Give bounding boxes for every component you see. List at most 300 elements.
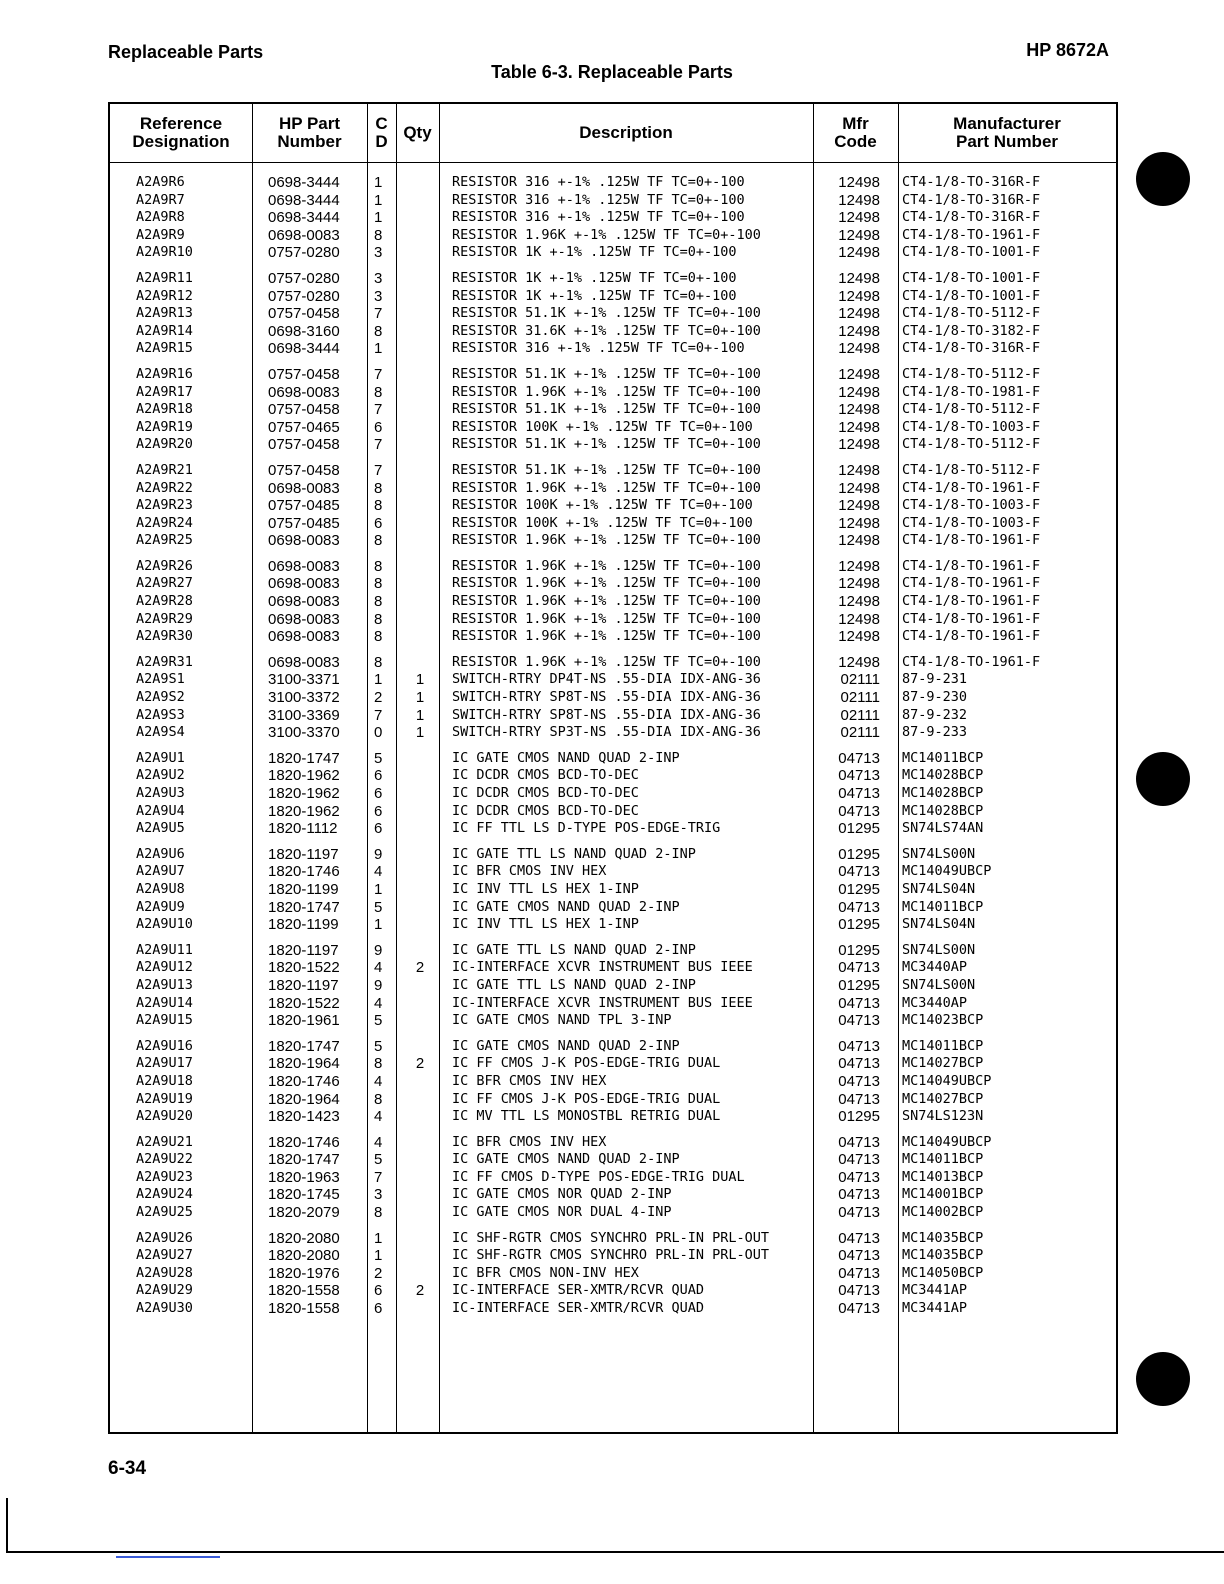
ref-designation: A2A9U29 — [136, 1282, 193, 1299]
cd-digit: 7 — [374, 1168, 383, 1186]
mfr-code: 01295 — [838, 916, 880, 934]
mfr-code: 04713 — [838, 1300, 880, 1318]
table-row — [110, 942, 1116, 960]
description: IC INV TTL LS HEX 1-INP — [452, 880, 639, 897]
description: RESISTOR 51.1K +-1% .125W TF TC=0+-100 — [452, 305, 761, 322]
ref-designation: A2A9R31 — [136, 653, 193, 670]
col-header-qty: Qty — [403, 123, 432, 142]
table-row — [110, 671, 1116, 689]
hp-part-number: 1820-1197 — [268, 941, 339, 959]
table-row — [110, 1204, 1116, 1222]
hp-part-number: 0698-0083 — [268, 575, 340, 593]
hp-part-number: 0757-0458 — [268, 401, 340, 419]
mfr-part-number: CT4-1/8-TO-1003-F — [902, 497, 1041, 514]
mfr-part-number: MC14013BCP — [902, 1168, 984, 1185]
description: IC BFR CMOS INV HEX — [452, 863, 607, 880]
hp-part-number: 1820-1962 — [268, 802, 340, 820]
cd-digit: 8 — [374, 628, 383, 646]
mfr-code: 04713 — [838, 1055, 880, 1073]
cd-digit: 1 — [374, 880, 383, 898]
mfr-code: 04713 — [838, 1204, 880, 1222]
mfr-code: 04713 — [838, 1264, 880, 1282]
mfr-code: 12498 — [838, 401, 880, 419]
cd-digit: 6 — [374, 418, 383, 436]
description: IC GATE CMOS NAND QUAD 2-INP — [452, 1151, 680, 1168]
ref-designation: A2A9R21 — [136, 461, 193, 478]
mfr-code: 04713 — [838, 1186, 880, 1204]
table-row — [110, 1108, 1116, 1126]
mfr-code: 12498 — [838, 557, 880, 575]
mfr-part-number: CT4-1/8-TO-1001-F — [902, 244, 1041, 261]
hp-part-number: 1820-1964 — [268, 1055, 340, 1073]
hp-part-number: 0698-3444 — [268, 340, 340, 358]
mfr-code: 01295 — [838, 880, 880, 898]
hp-part-number: 0757-0485 — [268, 514, 340, 532]
mfr-part-number: MC14011BCP — [902, 749, 984, 766]
table-row — [110, 480, 1116, 498]
mfr-part-number: CT4-1/8-TO-316R-F — [902, 174, 1041, 190]
cd-digit: 5 — [374, 749, 383, 767]
description: SWITCH-RTRY SP8T-NS .55-DIA IDX-ANG-36 — [452, 689, 761, 706]
table-row — [110, 462, 1116, 480]
mfr-part-number: MC3440AP — [902, 959, 968, 976]
mfr-part-number: CT4-1/8-TO-1981-F — [902, 383, 1041, 400]
mfr-code: 01295 — [838, 845, 880, 863]
ref-designation: A2A9U26 — [136, 1229, 193, 1246]
mfr-code: 02111 — [840, 689, 880, 707]
cd-digit: 8 — [374, 593, 383, 611]
hp-part-number: 0757-0458 — [268, 461, 340, 479]
ref-designation: A2A9R17 — [136, 383, 193, 400]
cd-digit: 1 — [374, 671, 383, 689]
row-group — [110, 942, 1116, 1030]
mfr-code: 12498 — [838, 340, 880, 358]
ref-designation: A2A9R14 — [136, 322, 193, 339]
mfr-part-number: SN74LS04N — [902, 880, 976, 897]
mfr-part-number: CT4-1/8-TO-1961-F — [902, 479, 1041, 496]
table-row — [110, 340, 1116, 358]
table-row — [110, 209, 1116, 227]
hp-part-number: 0757-0458 — [268, 365, 340, 383]
hp-part-number: 1820-1964 — [268, 1090, 340, 1108]
hp-part-number: 0698-3444 — [268, 191, 340, 209]
cd-digit: 2 — [374, 689, 383, 707]
table-row — [110, 1247, 1116, 1265]
ref-designation: A2A9R11 — [136, 269, 193, 286]
hp-part-number: 1820-1745 — [268, 1186, 340, 1204]
table-row — [110, 1300, 1116, 1318]
mfr-code: 01295 — [838, 1108, 880, 1126]
mfr-part-number: MC14035BCP — [902, 1247, 984, 1264]
description: SWITCH-RTRY SP8T-NS .55-DIA IDX-ANG-36 — [452, 706, 761, 723]
mfr-code: 02111 — [840, 724, 880, 742]
mfr-code: 12498 — [838, 226, 880, 244]
description: IC BFR CMOS INV HEX — [452, 1133, 607, 1150]
mfr-part-number: MC3441AP — [902, 1282, 968, 1299]
description: IC BFR CMOS NON-INV HEX — [452, 1264, 639, 1281]
mfr-code: 01295 — [838, 820, 880, 838]
qty: 1 — [415, 671, 425, 689]
mfr-part-number: MC14049UBCP — [902, 863, 992, 880]
hp-part-number: 0698-0083 — [268, 479, 340, 497]
ref-designation: A2A9U4 — [136, 802, 185, 819]
table-row — [110, 1169, 1116, 1187]
hp-part-number: 1820-1558 — [268, 1300, 340, 1318]
cd-digit: 6 — [374, 1300, 383, 1318]
ref-designation: A2A9U10 — [136, 916, 193, 933]
table-row — [110, 707, 1116, 725]
mfr-part-number: 87-9-231 — [902, 671, 968, 688]
mfr-code: 12498 — [838, 383, 880, 401]
cd-digit: 7 — [374, 706, 383, 724]
mfr-part-number: SN74LS00N — [902, 976, 976, 993]
ref-designation: A2A9U20 — [136, 1108, 193, 1125]
ref-designation: A2A9U6 — [136, 845, 185, 862]
mfr-code: 12498 — [838, 305, 880, 323]
mfr-part-number: CT4-1/8-TO-5112-F — [902, 401, 1041, 418]
mfr-code: 02111 — [840, 706, 880, 724]
bottom-rule — [6, 1551, 1224, 1553]
table-row — [110, 1012, 1116, 1030]
section-title: Replaceable Parts — [108, 42, 264, 62]
description: RESISTOR 1K +-1% .125W TF TC=0+-100 — [452, 287, 737, 304]
mfr-part-number: CT4-1/8-TO-1961-F — [902, 628, 1041, 645]
mfr-code: 12498 — [838, 191, 880, 209]
description: RESISTOR 1.96K +-1% .125W TF TC=0+-100 — [452, 653, 761, 670]
hp-part-number: 1820-1962 — [268, 785, 340, 802]
mfr-code: 12498 — [838, 322, 880, 340]
ref-designation: A2A9U25 — [136, 1204, 193, 1221]
ref-designation: A2A9R7 — [136, 191, 185, 208]
description: IC GATE TTL LS NAND QUAD 2-INP — [452, 941, 696, 958]
description: RESISTOR 1.96K +-1% .125W TF TC=0+-100 — [452, 610, 761, 627]
qty: 2 — [415, 1055, 425, 1073]
cd-digit: 6 — [374, 820, 383, 838]
ref-designation: A2A9U5 — [136, 820, 185, 837]
cd-digit: 4 — [374, 1108, 383, 1126]
cd-digit: 7 — [374, 401, 383, 419]
mfr-code: 12498 — [838, 209, 880, 227]
mfr-part-number: 87-9-233 — [902, 724, 968, 741]
cd-digit: 8 — [374, 226, 383, 244]
cd-digit: 8 — [374, 575, 383, 593]
mfr-code: 04713 — [838, 994, 880, 1012]
description: IC FF CMOS D-TYPE POS-EDGE-TRIG DUAL — [452, 1168, 745, 1185]
table-row — [110, 227, 1116, 245]
ref-designation: A2A9R22 — [136, 479, 193, 496]
cd-digit: 9 — [374, 976, 383, 994]
cd-digit: 6 — [374, 1282, 383, 1300]
description: IC DCDR CMOS BCD-TO-DEC — [452, 802, 639, 819]
hp-part-number: 1820-1522 — [268, 994, 340, 1012]
ref-designation: A2A9U3 — [136, 785, 185, 801]
row-group — [110, 846, 1116, 934]
description: RESISTOR 100K +-1% .125W TF TC=0+-100 — [452, 514, 753, 531]
hp-part-number: 1820-1747 — [268, 749, 340, 767]
table-row — [110, 1186, 1116, 1204]
ref-designation: A2A9R27 — [136, 575, 193, 592]
ref-designation: A2A9U16 — [136, 1037, 193, 1054]
mfr-code: 04713 — [838, 1133, 880, 1151]
mfr-code: 02111 — [840, 671, 880, 689]
col-header-reference: Reference Designation — [132, 114, 230, 151]
hp-part-number: 1820-1199 — [268, 880, 339, 898]
table-row — [110, 899, 1116, 917]
cd-digit: 8 — [374, 383, 383, 401]
cd-digit: 3 — [374, 244, 383, 262]
ref-designation: A2A9U1 — [136, 749, 185, 766]
description: RESISTOR 1.96K +-1% .125W TF TC=0+-100 — [452, 628, 761, 645]
hp-part-number: 0698-3444 — [268, 174, 340, 191]
description: SWITCH-RTRY SP3T-NS .55-DIA IDX-ANG-36 — [452, 724, 761, 741]
table-row — [110, 977, 1116, 995]
hp-part-number: 1820-1197 — [268, 976, 339, 994]
ref-designation: A2A9R20 — [136, 436, 193, 453]
mfr-part-number: MC14028BCP — [902, 802, 984, 819]
description: IC-INTERFACE SER-XMTR/RCVR QUAD — [452, 1282, 704, 1299]
ref-designation: A2A9R23 — [136, 497, 193, 514]
table-title: Table 6-3. Replaceable Parts — [491, 62, 733, 82]
hp-part-number: 1820-1746 — [268, 1133, 340, 1151]
table-row — [110, 497, 1116, 515]
hp-part-number: 1820-1112 — [268, 820, 338, 838]
qty: 2 — [415, 1282, 425, 1300]
hp-part-number: 1820-1199 — [268, 916, 339, 934]
description: RESISTOR 1.96K +-1% .125W TF TC=0+-100 — [452, 479, 761, 496]
table-row — [110, 323, 1116, 341]
mfr-code: 12498 — [838, 532, 880, 550]
hp-part-number: 1820-2080 — [268, 1247, 340, 1265]
mfr-part-number: CT4-1/8-TO-5112-F — [902, 461, 1041, 478]
table-row — [110, 401, 1116, 419]
hp-part-number: 0698-0083 — [268, 593, 340, 611]
qty: 2 — [415, 959, 425, 977]
table-row — [110, 366, 1116, 384]
mfr-code: 12498 — [838, 628, 880, 646]
description: RESISTOR 1.96K +-1% .125W TF TC=0+-100 — [452, 557, 761, 574]
table-row — [110, 803, 1116, 821]
cd-digit: 8 — [374, 532, 383, 550]
hp-part-number: 1820-1961 — [268, 1012, 340, 1030]
row-group — [110, 462, 1116, 550]
ref-designation: A2A9S1 — [136, 671, 185, 688]
mfr-part-number: 87-9-230 — [902, 689, 968, 706]
description: IC DCDR CMOS BCD-TO-DEC — [452, 785, 639, 801]
table-row — [110, 689, 1116, 707]
ref-designation: A2A9U9 — [136, 898, 185, 915]
description: IC GATE CMOS NOR DUAL 4-INP — [452, 1204, 672, 1221]
cd-digit: 8 — [374, 557, 383, 575]
table-row — [110, 174, 1116, 192]
mfr-code: 12498 — [838, 174, 880, 191]
mfr-part-number: 87-9-232 — [902, 706, 968, 723]
cd-digit: 5 — [374, 898, 383, 916]
binder-hole — [1136, 152, 1190, 206]
cd-digit: 8 — [374, 1055, 383, 1073]
mfr-code: 04713 — [838, 1012, 880, 1030]
ref-designation: A2A9R19 — [136, 418, 193, 435]
mfr-code: 04713 — [838, 1090, 880, 1108]
ref-designation: A2A9R18 — [136, 401, 193, 418]
cd-digit: 7 — [374, 365, 383, 383]
cd-digit: 8 — [374, 497, 383, 515]
description: RESISTOR 51.1K +-1% .125W TF TC=0+-100 — [452, 401, 761, 418]
hp-part-number: 1820-1747 — [268, 898, 340, 916]
parts-table-body — [110, 174, 1116, 1326]
mfr-part-number: MC14049UBCP — [902, 1072, 992, 1089]
hp-part-number: 1820-1962 — [268, 767, 340, 785]
table-row — [110, 881, 1116, 899]
row-group — [110, 1230, 1116, 1318]
table-row — [110, 1265, 1116, 1283]
description: IC GATE CMOS NAND QUAD 2-INP — [452, 749, 680, 766]
ref-designation: A2A9R29 — [136, 610, 193, 627]
table-row — [110, 270, 1116, 288]
mfr-code: 04713 — [838, 1282, 880, 1300]
mfr-code: 12498 — [838, 269, 880, 287]
row-group — [110, 366, 1116, 454]
cd-digit: 1 — [374, 174, 383, 191]
ref-designation: A2A9S3 — [136, 706, 185, 723]
ref-designation: A2A9R10 — [136, 244, 193, 261]
mfr-code: 12498 — [838, 461, 880, 479]
mfr-code: 12498 — [838, 497, 880, 515]
mfr-part-number: MC14050BCP — [902, 1264, 984, 1281]
table-row — [110, 244, 1116, 262]
mfr-part-number: MC14002BCP — [902, 1204, 984, 1221]
mfr-part-number: SN74LS00N — [902, 941, 976, 958]
cd-digit: 6 — [374, 802, 383, 820]
description: RESISTOR 316 +-1% .125W TF TC=0+-100 — [452, 209, 745, 226]
hp-part-number: 3100-3371 — [268, 671, 340, 689]
mfr-code: 01295 — [838, 976, 880, 994]
hp-part-number: 1820-2080 — [268, 1229, 340, 1247]
mfr-part-number: CT4-1/8-TO-1961-F — [902, 226, 1041, 243]
ref-designation: A2A9R12 — [136, 287, 193, 304]
mfr-part-number: CT4-1/8-TO-1961-F — [902, 532, 1041, 549]
mfr-code: 04713 — [838, 1229, 880, 1247]
description: RESISTOR 51.1K +-1% .125W TF TC=0+-100 — [452, 365, 761, 382]
hp-part-number: 1820-1963 — [268, 1168, 340, 1186]
table-row — [110, 1055, 1116, 1073]
cd-digit: 3 — [374, 287, 383, 305]
mfr-code: 04713 — [838, 863, 880, 881]
description: RESISTOR 1.96K +-1% .125W TF TC=0+-100 — [452, 575, 761, 592]
mfr-code: 04713 — [838, 749, 880, 767]
table-row — [110, 611, 1116, 629]
table-row — [110, 1151, 1116, 1169]
hp-part-number: 1820-1197 — [268, 845, 339, 863]
description: IC GATE CMOS NAND TPL 3-INP — [452, 1012, 672, 1029]
mfr-part-number: CT4-1/8-TO-5112-F — [902, 365, 1041, 382]
cd-digit: 8 — [374, 1204, 383, 1222]
hp-part-number: 0698-0083 — [268, 628, 340, 646]
mfr-part-number: MC14035BCP — [902, 1229, 984, 1246]
mfr-part-number: MC14027BCP — [902, 1055, 984, 1072]
hp-part-number: 0757-0280 — [268, 269, 340, 287]
hp-part-number: 0698-0083 — [268, 383, 340, 401]
mfr-code: 12498 — [838, 287, 880, 305]
ref-designation: A2A9U30 — [136, 1300, 193, 1317]
mfr-part-number: CT4-1/8-TO-5112-F — [902, 436, 1041, 453]
hp-part-number: 0698-0083 — [268, 532, 340, 550]
ref-designation: A2A9R15 — [136, 340, 193, 357]
description: IC-INTERFACE SER-XMTR/RCVR QUAD — [452, 1300, 704, 1317]
table-row — [110, 916, 1116, 934]
description: RESISTOR 316 +-1% .125W TF TC=0+-100 — [452, 340, 745, 357]
description: IC FF CMOS J-K POS-EDGE-TRIG DUAL — [452, 1055, 721, 1072]
mfr-code: 04713 — [838, 767, 880, 785]
description: IC FF TTL LS D-TYPE POS-EDGE-TRIG — [452, 820, 721, 837]
mfr-part-number: SN74LS04N — [902, 916, 976, 933]
hp-part-number: 3100-3370 — [268, 724, 340, 742]
hp-part-number: 0757-0458 — [268, 436, 340, 454]
cd-digit: 9 — [374, 845, 383, 863]
table-row — [110, 419, 1116, 437]
hp-part-number: 3100-3372 — [268, 689, 340, 707]
table-row — [110, 1038, 1116, 1056]
mfr-part-number: CT4-1/8-TO-1961-F — [902, 557, 1041, 574]
cd-digit: 5 — [374, 1151, 383, 1169]
mfr-code: 12498 — [838, 365, 880, 383]
ref-designation: A2A9U13 — [136, 976, 193, 993]
hp-part-number: 1820-1558 — [268, 1282, 340, 1300]
ref-designation: A2A9U28 — [136, 1264, 193, 1281]
binder-hole — [1136, 752, 1190, 806]
mfr-part-number: MC3440AP — [902, 994, 968, 1011]
ref-designation: A2A9R25 — [136, 532, 193, 549]
mfr-part-number: SN74LS00N — [902, 845, 976, 862]
row-group — [110, 270, 1116, 358]
row-group — [110, 1134, 1116, 1222]
table-row — [110, 1230, 1116, 1248]
ref-designation: A2A9U7 — [136, 863, 185, 880]
cd-digit: 6 — [374, 785, 383, 802]
mfr-code: 04713 — [838, 959, 880, 977]
row-group — [110, 654, 1116, 742]
cd-digit: 4 — [374, 1133, 383, 1151]
table-row — [110, 532, 1116, 550]
cd-digit: 7 — [374, 436, 383, 454]
description: IC GATE CMOS NAND QUAD 2-INP — [452, 898, 680, 915]
qty: 1 — [415, 706, 425, 724]
ref-designation: A2A9R13 — [136, 305, 193, 322]
mfr-code: 12498 — [838, 575, 880, 593]
cd-digit: 5 — [374, 1037, 383, 1055]
ref-designation: A2A9U21 — [136, 1133, 193, 1150]
description: RESISTOR 1K +-1% .125W TF TC=0+-100 — [452, 244, 737, 261]
hp-part-number: 0757-0485 — [268, 497, 340, 515]
mfr-code: 04713 — [838, 1168, 880, 1186]
ref-designation: A2A9U15 — [136, 1012, 193, 1029]
description: RESISTOR 316 +-1% .125W TF TC=0+-100 — [452, 174, 745, 190]
hp-part-number: 1820-1423 — [268, 1108, 340, 1126]
mfr-part-number: CT4-1/8-TO-316R-F — [902, 191, 1041, 208]
mfr-code: 12498 — [838, 610, 880, 628]
table-row — [110, 1282, 1116, 1300]
cd-digit: 1 — [374, 916, 383, 934]
mfr-part-number: CT4-1/8-TO-316R-F — [902, 209, 1041, 226]
hp-part-number: 0757-0280 — [268, 287, 340, 305]
cd-digit: 1 — [374, 1247, 383, 1265]
hp-part-number: 0698-0083 — [268, 557, 340, 575]
cd-digit: 8 — [374, 322, 383, 340]
cd-digit: 6 — [374, 767, 383, 785]
scan-artifact-line — [116, 1556, 220, 1558]
description: RESISTOR 1.96K +-1% .125W TF TC=0+-100 — [452, 226, 761, 243]
table-row — [110, 785, 1116, 803]
edge-mark — [6, 1498, 8, 1552]
